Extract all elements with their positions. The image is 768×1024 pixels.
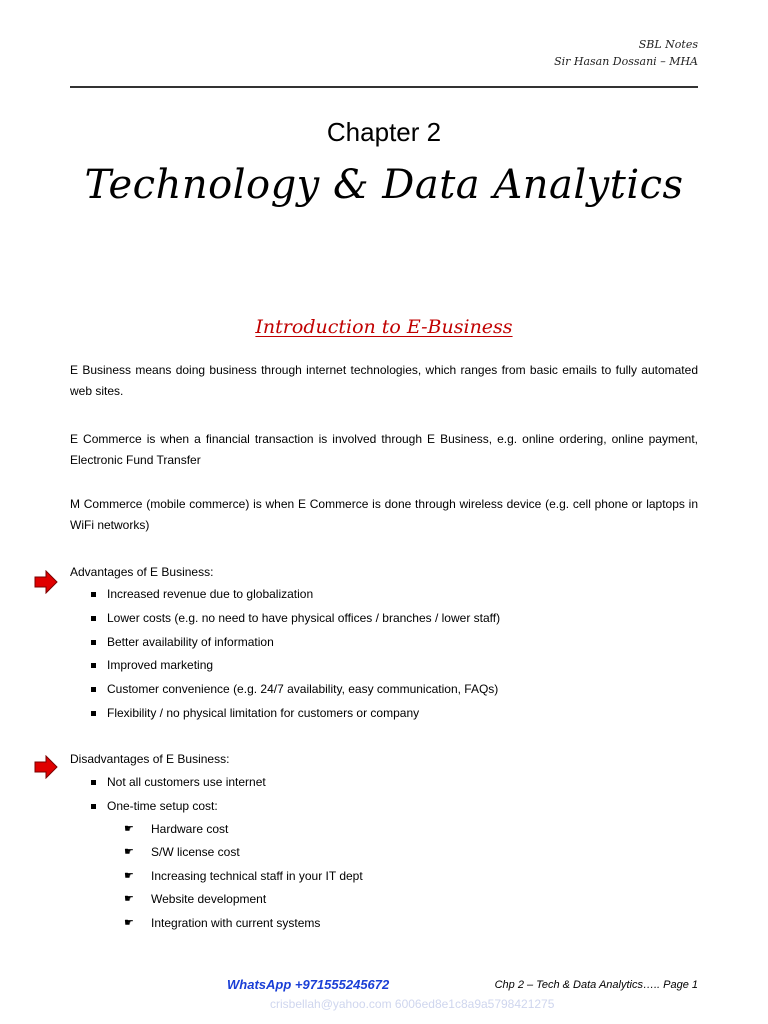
sub-list-item bbox=[0, 841, 363, 864]
chapter-title: Technology & Data Analytics bbox=[84, 162, 684, 208]
paragraph-m-commerce bbox=[70, 494, 698, 536]
chapter-number: Chapter 2 bbox=[326, 117, 442, 147]
list-item: Increased revenue due to globalization bbox=[0, 583, 500, 607]
paragraph-text: means doing business through internet technologies, which ranges from basic emails to fully automated web sites. bbox=[70, 363, 698, 398]
paragraph-e-business bbox=[70, 360, 698, 402]
header-author: Sir Hasan Dossani – MHA bbox=[554, 55, 698, 68]
pointing-hand-icon: ☛ bbox=[124, 869, 134, 882]
page-footer: Chp 2 – Tech & Data Analytics….. Page 1 bbox=[494, 979, 698, 991]
term-e-commerce: E Commerce bbox=[70, 432, 142, 446]
sub-list-item-label: Increasing technical staff in your IT dept bbox=[151, 868, 363, 883]
sub-list-item-label: Website development bbox=[151, 892, 267, 907]
paragraph-text: is when a financial transaction is involved through E Business, e.g. online ordering, online payment, Electronic Fund Transfer bbox=[70, 432, 698, 467]
list-item: Better availability of information bbox=[0, 631, 500, 655]
sub-list-item bbox=[0, 912, 363, 935]
sub-list-item-label: Hardware cost bbox=[151, 822, 229, 836]
setup-cost-sublist bbox=[0, 818, 363, 935]
sub-list-item bbox=[0, 865, 363, 888]
sub-list-item-label: Integration with current systems bbox=[151, 915, 321, 930]
header-notes-title: SBL Notes bbox=[638, 38, 698, 51]
list-item: Customer convenience (e.g. 24/7 availability, easy communication, FAQs) bbox=[0, 678, 500, 702]
pointing-hand-icon: ☛ bbox=[124, 846, 134, 859]
disadvantages-heading: Disadvantages of E Business: bbox=[70, 752, 230, 766]
paragraph-text: (mobile commerce) is when E Commerce is done through wireless device (e.g. cell phone or laptops in WiFi networks) bbox=[70, 497, 698, 532]
list-item: Lower costs (e.g. no need to have physical offices / branches / lower staff) bbox=[0, 607, 500, 631]
running-header bbox=[554, 36, 698, 70]
advantages-list bbox=[0, 583, 500, 726]
list-item: Not all customers use internet bbox=[0, 771, 266, 795]
pointing-hand-icon: ☛ bbox=[124, 893, 134, 906]
section-title: Introduction to E-Business bbox=[255, 316, 513, 338]
pointing-hand-icon: ☛ bbox=[124, 823, 134, 835]
paragraph-e-commerce bbox=[70, 429, 698, 471]
disadvantages-list bbox=[0, 771, 266, 819]
whatsapp-contact-link[interactable]: WhatsApp +971555245672 bbox=[227, 977, 390, 992]
list-item: Flexibility / no physical limitation for customers or company bbox=[0, 702, 500, 726]
sub-list-item-label: S/W license cost bbox=[151, 845, 240, 860]
list-item: One-time setup cost: bbox=[0, 795, 266, 819]
term-e-business: E Business bbox=[70, 363, 132, 377]
list-item: Improved marketing bbox=[0, 654, 500, 678]
advantages-heading: Advantages of E Business: bbox=[70, 565, 214, 579]
watermark: crisbellah@yahoo.com 6006ed8e1c8a9a5798421275 bbox=[270, 997, 555, 1011]
header-rule bbox=[70, 86, 698, 88]
term-m-commerce: M Commerce bbox=[70, 497, 143, 511]
sub-list-item bbox=[0, 818, 363, 841]
sub-list-item bbox=[0, 888, 363, 911]
pointing-hand-icon: ☛ bbox=[124, 916, 134, 929]
